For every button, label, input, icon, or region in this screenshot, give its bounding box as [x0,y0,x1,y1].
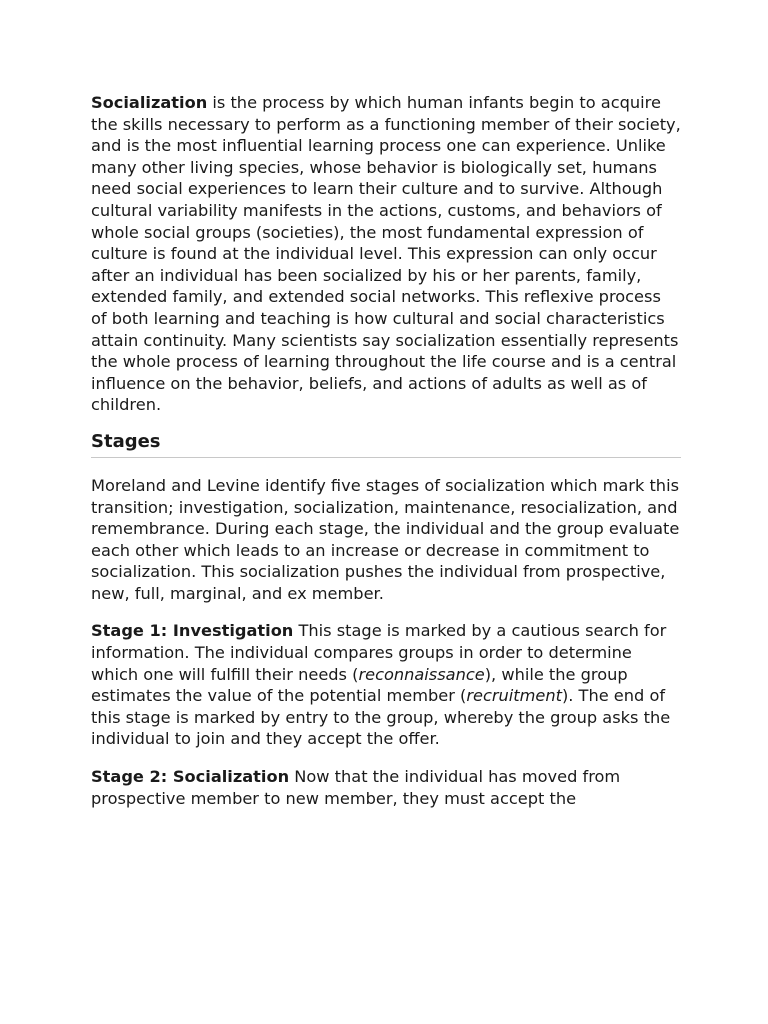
intro-paragraph [91,92,681,416]
stage1-text-b: ), while the group estimates the value of the potential member ( [91,664,628,706]
stage2-text: Now that the individual has moved from prospective member to new member, they must accept the [91,767,621,808]
stage1-italic-a: reconnaissance [358,664,485,684]
stage1-italic-b: recruitment [466,686,562,706]
stage2-paragraph [91,766,681,809]
document-page [91,92,681,809]
stages-intro-paragraph: Moreland and Levine identify five stages of socialization which mark this transition; investigation, socialization, maintenance, resocialization, and remembrance. During each stage, the individual and the group evaluate each other which leads to an increase or decrease in commitment to socialization. This socialization pushes the individual from prospective, new, full, marginal, and ex member. [91,475,680,603]
stage2-title: Stage 2: Socialization [91,767,290,787]
intro-term: Socialization [91,93,208,112]
stage1-paragraph [91,620,681,750]
stage1-text-c: ). The end of this stage is marked by entry to the group, whereby the group asks the individual to join and they accept the offer. [91,686,671,749]
stage1-text-a: This stage is marked by a cautious search for information. The individual compares groups in order to determine which one will fulfill their needs ( [91,621,667,684]
intro-text: is the process by which human infants begin to acquire the skills necessary to perform as a functioning member of their society, and is the most influential learning process one can experience. Unlike many other living species, whose behavior is biologically set, humans need social experiences to learn their culture and to survive. Although cultural variability manifests in the actions, customs, and behaviors of whole social groups (societies), the most fundamental expression of culture is found at the individual level. This expression can only occur after an individual has been socialized by his or her parents, family, extended family, and extended social networks. This reflexive process of both learning and teaching is how cultural and social characteristics attain continuity. Many scientists say socialization essentially represents the whole process of learning throughout the life course and is a central influence on the behavior, beliefs, and actions of adults as well as of children. [91,93,681,415]
stage1-title: Stage 1: Investigation [91,621,294,641]
stages-heading: Stages [91,430,681,458]
